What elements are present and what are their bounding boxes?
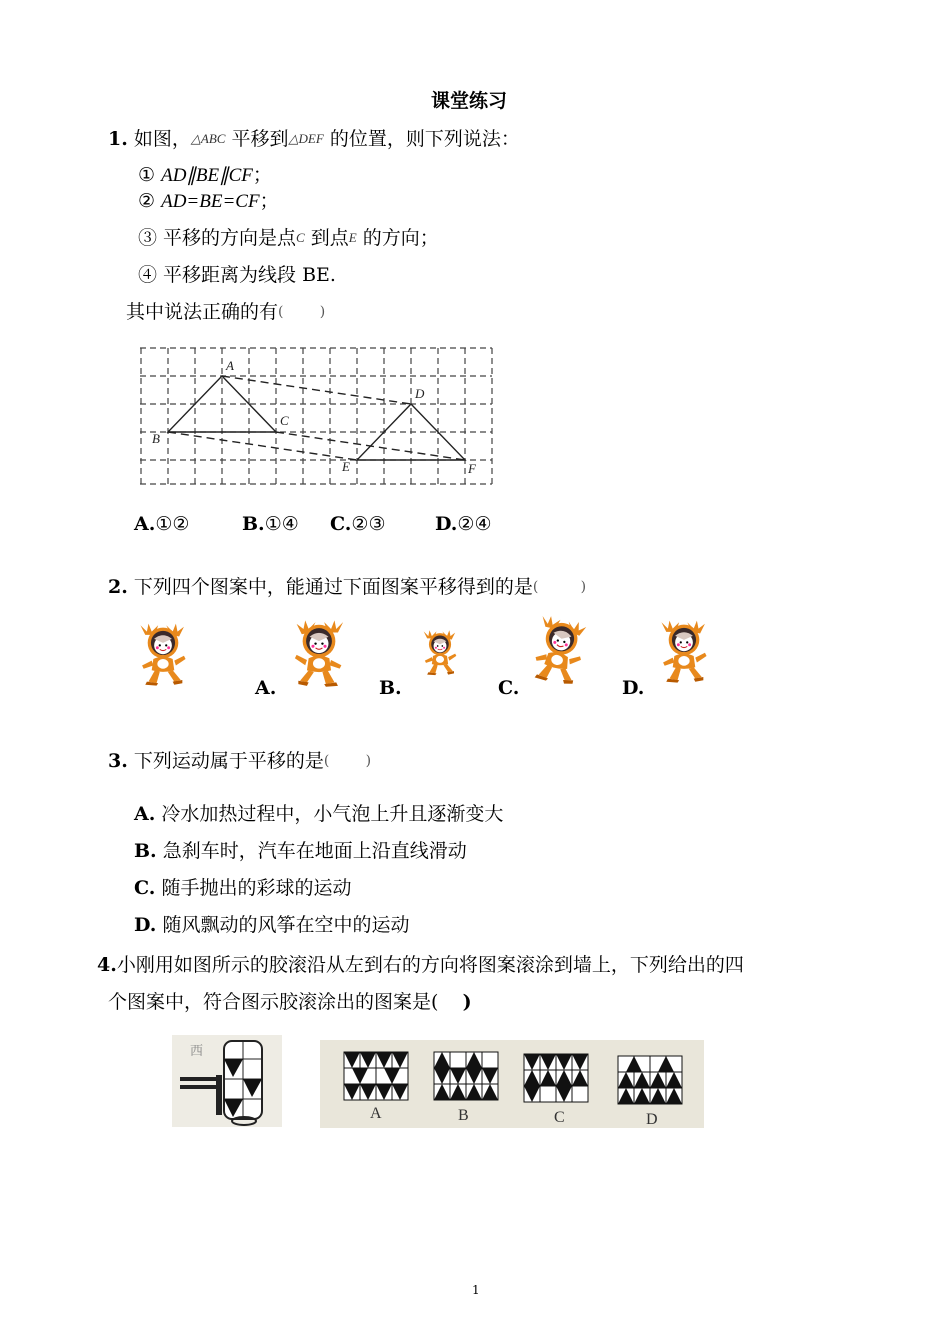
label-f: F	[468, 461, 476, 476]
q1-stem-a: 如图，	[133, 128, 191, 150]
q2-option-d-label[interactable]: D.	[622, 677, 645, 699]
q3-option-a[interactable]: A. 冷水加热过程中，小气泡上升且逐渐变大	[134, 803, 504, 825]
q2-stem: 2. 下列四个图案中，能通过下面图案平移得到的是( )	[108, 576, 587, 598]
pattern-d[interactable]	[618, 1056, 682, 1104]
pattern-c[interactable]	[524, 1054, 588, 1102]
q3-option-c[interactable]: C. 随手抛出的彩球的运动	[134, 877, 352, 899]
q1-ask: 其中说法正确的有( )	[126, 301, 326, 323]
q2-option-b-label[interactable]: B.	[379, 677, 402, 699]
pattern-a[interactable]	[344, 1052, 408, 1100]
roller-label: 西	[190, 1044, 204, 1059]
roller-picture	[172, 1035, 282, 1127]
q2-option-b-mascot[interactable]	[419, 627, 461, 679]
pattern-label-b: B	[458, 1107, 469, 1124]
label-c: C	[280, 413, 289, 428]
q1-statement-1: ① AD∥BE∥CF；	[138, 164, 272, 186]
q1-option-c[interactable]: C.②③	[330, 513, 386, 535]
q2-option-c-label[interactable]: C.	[498, 677, 520, 699]
q1-grid-figure	[136, 343, 496, 488]
q3-option-b[interactable]: B. 急刹车时，汽车在地面上沿直线滑动	[134, 840, 467, 862]
q3-option-d[interactable]: D. 随风飘动的风筝在空中的运动	[134, 914, 410, 936]
pattern-label-a: A	[370, 1105, 382, 1122]
q2-option-a-label[interactable]: A.	[255, 677, 277, 699]
pattern-b[interactable]	[434, 1052, 498, 1100]
q1-stem	[108, 127, 520, 151]
q1-number: 1.	[108, 128, 128, 150]
page-number: 1	[472, 1283, 480, 1297]
q2-option-a-mascot[interactable]	[288, 614, 350, 694]
q2-option-c-mascot[interactable]	[529, 612, 589, 690]
q3-stem: 3. 下列运动属于平移的是( )	[108, 750, 372, 772]
q1-stem-b: 平移到	[231, 128, 289, 150]
q4-line-2: 个图案中，符合图示胶滚涂出的图案是( )	[108, 991, 472, 1013]
label-e: E	[342, 459, 350, 474]
pattern-choices-picture	[320, 1040, 704, 1128]
label-d: D	[415, 386, 425, 401]
q1-option-b[interactable]: B.①④	[242, 513, 299, 535]
page-title: 课堂练习	[431, 90, 508, 112]
q1-tri2: △DEF	[288, 131, 324, 146]
q1-option-a[interactable]: A.①②	[134, 513, 190, 535]
q1-option-d[interactable]: D.②④	[435, 513, 492, 535]
q2-original-mascot	[134, 617, 192, 693]
q4-line-1: 4.小刚用如图所示的胶滚沿从左到右的方向将图案滚涂到墙上，下列给出的四	[97, 954, 744, 976]
q1-statement-4: ④ 平移距离为线段 BE.	[138, 264, 336, 286]
pattern-label-d: D	[646, 1111, 658, 1128]
q1-statement-3: ③ 平移的方向是点$^C$ 到点$^E$ 的方向；	[138, 227, 439, 249]
pattern-label-c: C	[554, 1109, 565, 1126]
q1-statement-2: ② AD=BE=CF；	[138, 190, 279, 212]
q1-tri1: △ABC	[190, 131, 226, 146]
grid-lines	[140, 348, 492, 484]
q2-option-d-mascot[interactable]	[655, 613, 713, 691]
q1-stem-c: 的位置，则下列说法：	[329, 128, 520, 150]
label-a: A	[226, 358, 234, 373]
label-b: B	[152, 431, 160, 446]
